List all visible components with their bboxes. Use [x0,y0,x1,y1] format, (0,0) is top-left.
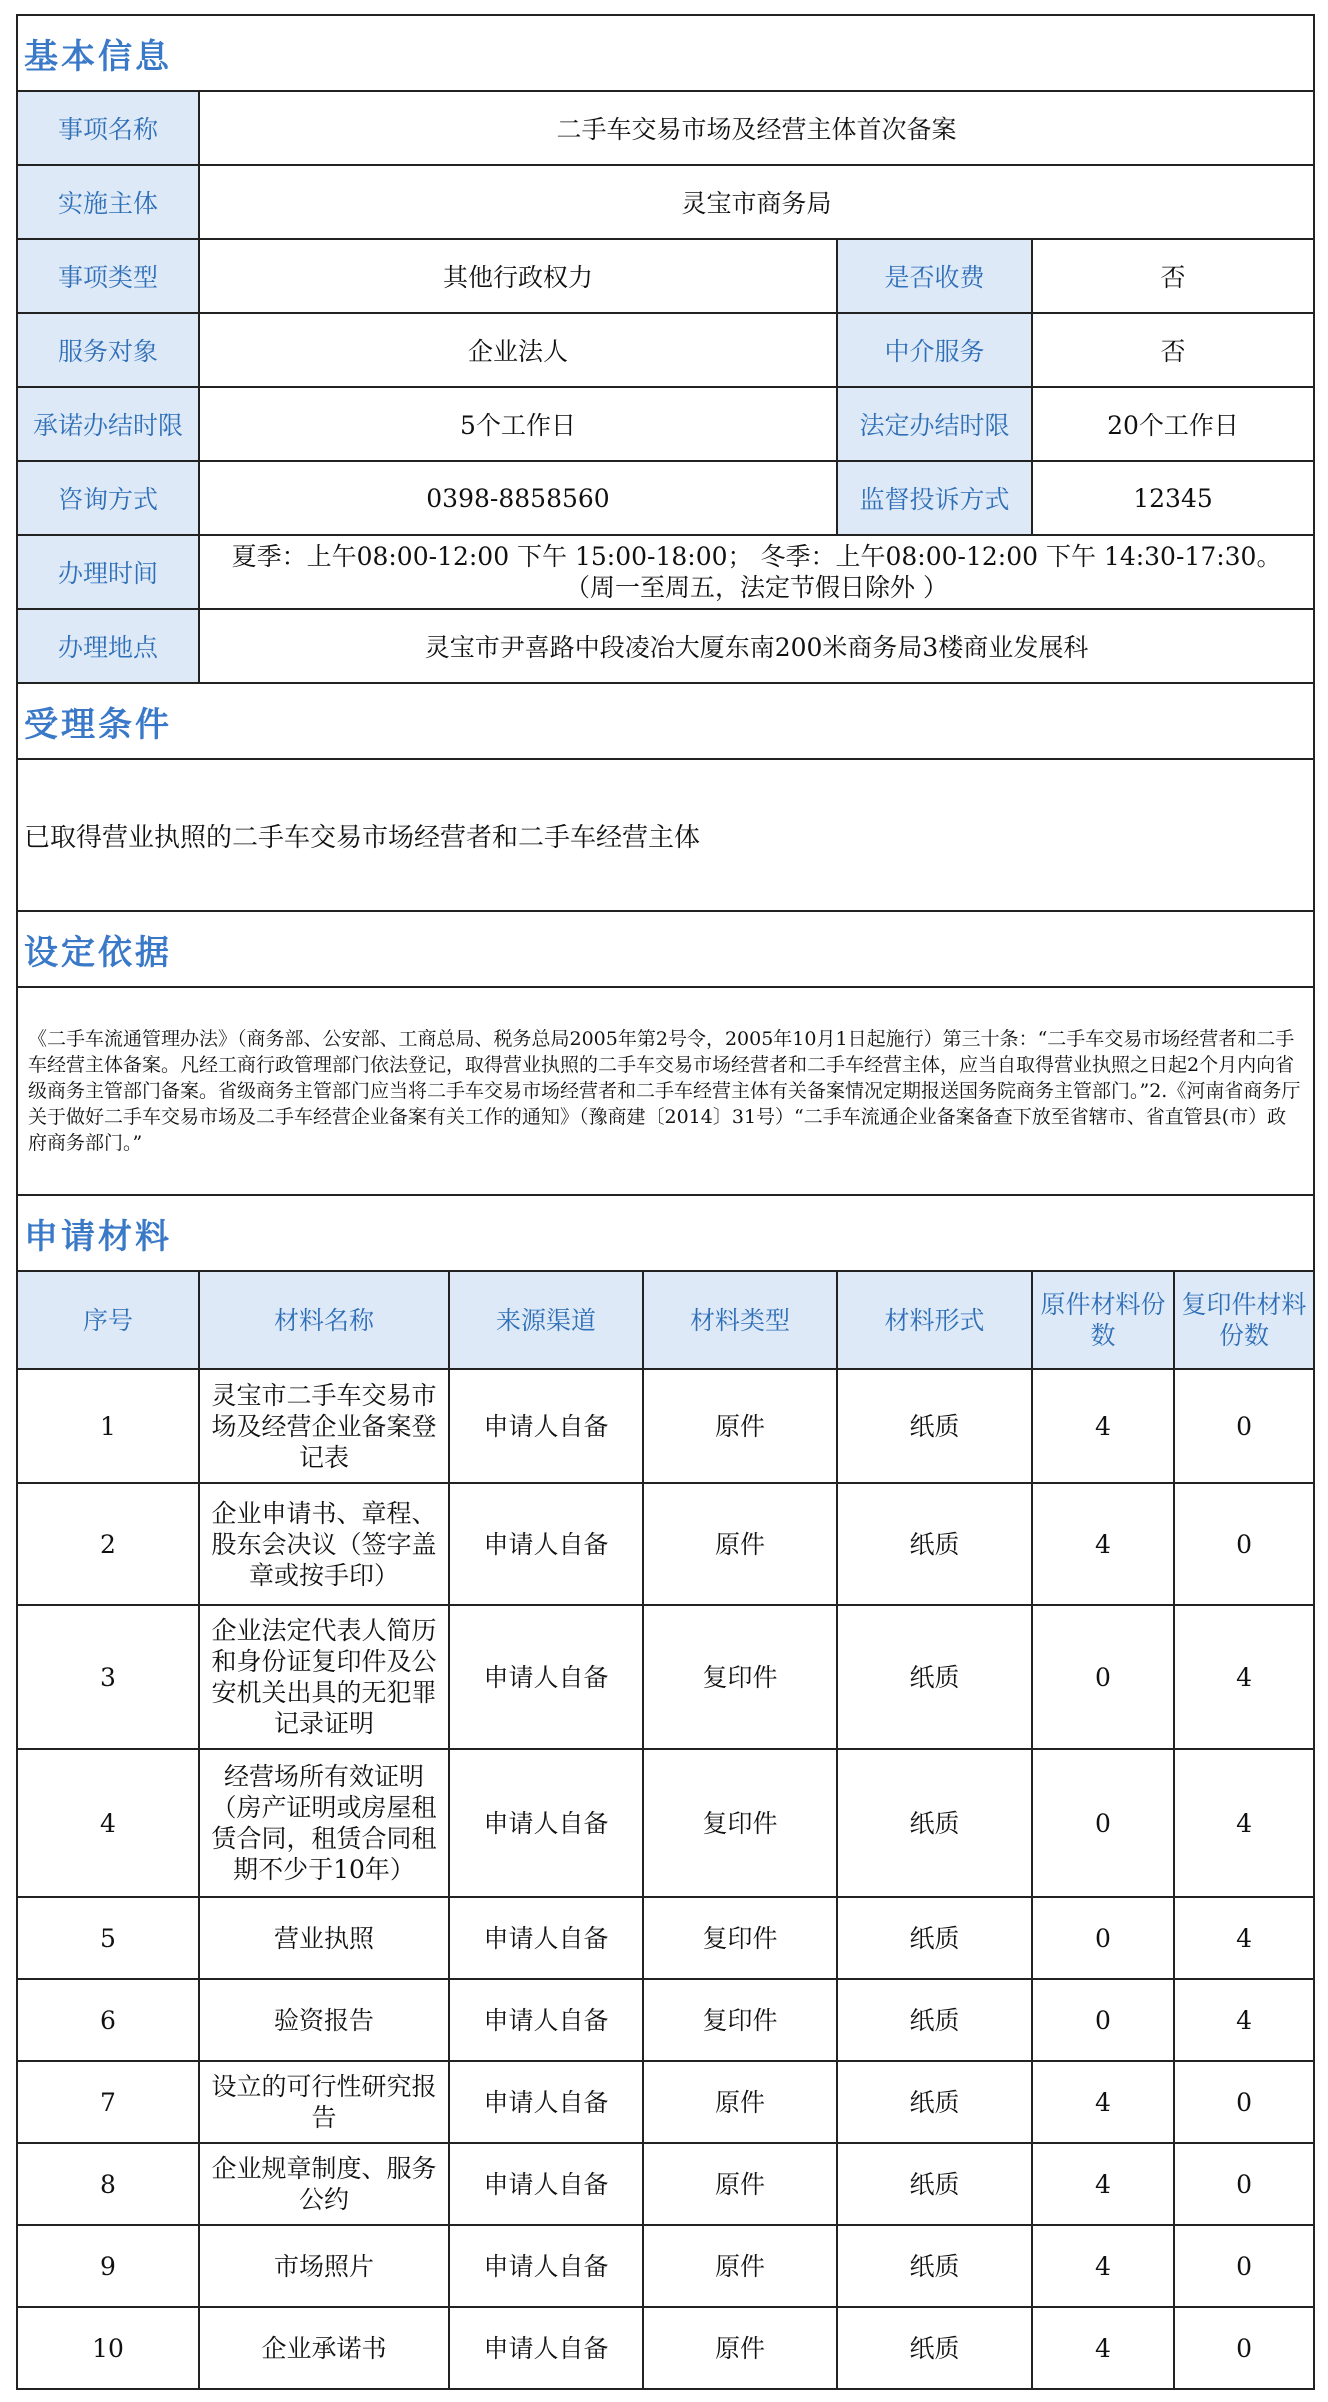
service-object-value: 企业法人 [199,313,837,387]
row-material-form: 纸质 [837,1483,1032,1605]
row-material-name: 企业承诺书 [199,2307,449,2389]
row-material-type: 原件 [643,2307,837,2389]
row-source: 申请人自备 [449,1483,643,1605]
row-material-form: 纸质 [837,1749,1032,1897]
materials-header-name: 材料名称 [199,1271,449,1369]
row-source: 申请人自备 [449,2061,643,2143]
table-row [17,2307,1314,2389]
row-original-count: 4 [1032,2225,1174,2307]
row-material-form: 纸质 [837,1369,1032,1483]
row-copy-count: 4 [1174,1897,1314,1979]
row-copy-count: 0 [1174,2307,1314,2389]
row-material-form: 纸质 [837,2307,1032,2389]
row-copy-count: 0 [1174,2225,1314,2307]
row-material-name: 经营场所有效证明（房产证明或房屋租赁合同，租赁合同租期不少于10年） [199,1749,449,1897]
promised-limit-label: 承诺办结时限 [17,387,199,461]
row-original-count: 0 [1032,1897,1174,1979]
row-material-type: 原件 [643,2225,837,2307]
row-copy-count: 4 [1174,1749,1314,1897]
row-material-name: 验资报告 [199,1979,449,2061]
implementer-value: 灵宝市商务局 [199,165,1314,239]
agency-service-label: 中介服务 [837,313,1032,387]
row-material-form: 纸质 [837,2143,1032,2225]
row-original-count: 0 [1032,1749,1174,1897]
row-source: 申请人自备 [449,1369,643,1483]
complaint-value: 12345 [1032,461,1314,535]
row-source: 申请人自备 [449,2307,643,2389]
row-no: 9 [17,2225,199,2307]
table-row [17,1897,1314,1979]
row-source: 申请人自备 [449,1979,643,2061]
row-material-name: 灵宝市二手车交易市场及经营企业备案登记表 [199,1369,449,1483]
row-material-name: 企业法定代表人简历和身份证复印件及公安机关出具的无犯罪记录证明 [199,1605,449,1749]
row-material-type: 复印件 [643,1979,837,2061]
row-material-form: 纸质 [837,1979,1032,2061]
row-material-form: 纸质 [837,2225,1032,2307]
row-material-form: 纸质 [837,1605,1032,1749]
location-label: 办理地点 [17,609,199,683]
row-original-count: 4 [1032,1369,1174,1483]
fee-value: 否 [1032,239,1314,313]
row-no: 8 [17,2143,199,2225]
row-original-count: 0 [1032,1605,1174,1749]
consult-label: 咨询方式 [17,461,199,535]
item-name-label: 事项名称 [17,91,199,165]
row-material-name: 企业申请书、章程、股东会决议（签字盖章或按手印） [199,1483,449,1605]
row-copy-count: 0 [1174,1369,1314,1483]
implementer-label: 实施主体 [17,165,199,239]
section-title-conditions: 受理条件 [17,683,1314,759]
row-material-type: 原件 [643,1483,837,1605]
row-original-count: 4 [1032,2143,1174,2225]
complaint-label: 监督投诉方式 [837,461,1032,535]
row-no: 1 [17,1369,199,1483]
row-no: 3 [17,1605,199,1749]
table-row [17,1749,1314,1897]
item-name-value: 二手车交易市场及经营主体首次备案 [199,91,1314,165]
hours-label: 办理时间 [17,535,199,609]
row-original-count: 4 [1032,2061,1174,2143]
fee-label: 是否收费 [837,239,1032,313]
row-no: 4 [17,1749,199,1897]
section-title-materials: 申请材料 [17,1195,1314,1271]
row-no: 5 [17,1897,199,1979]
item-type-label: 事项类型 [17,239,199,313]
basis-text: 《二手车流通管理办法》（商务部、公安部、工商总局、税务总局2005年第2号令，2005年10月1日起施行）第三十条：“二手车交易市场经营者和二手车经营主体备案。凡经工商行政管理部门依法登记，取得营业执照的二手车交易市场经营者和二手车经营主体，应当自取得营业执照之日起2个月内向省级商务主管部门备案。省级商务主管部门应当将二手车交易市场经营者和二手车经营主体有关备案情况定期报送国务院商务主管部门。”2.《河南省商务厅关于做好二手车交易市场及二手车经营企业备案有关工作的通知》（豫商建〔2014〕31号）“二手车流通企业备案备查下放至省辖市、省直管县(市）政府商务部门。” [17,987,1314,1195]
row-material-type: 原件 [643,1369,837,1483]
row-copy-count: 0 [1174,2143,1314,2225]
promised-limit-value: 5个工作日 [199,387,837,461]
materials-header-source: 来源渠道 [449,1271,643,1369]
row-no: 10 [17,2307,199,2389]
consult-value: 0398-8858560 [199,461,837,535]
item-type-value: 其他行政权力 [199,239,837,313]
conditions-text: 已取得营业执照的二手车交易市场经营者和二手车经营主体 [17,759,1314,911]
row-material-name: 企业规章制度、服务公约 [199,2143,449,2225]
row-source: 申请人自备 [449,1605,643,1749]
row-material-type: 原件 [643,2061,837,2143]
row-original-count: 4 [1032,1483,1174,1605]
legal-limit-label: 法定办结时限 [837,387,1032,461]
table-row [17,2225,1314,2307]
row-material-form: 纸质 [837,1897,1032,1979]
table-row [17,1979,1314,2061]
service-guide-sheet [16,14,1313,2388]
materials-header-no: 序号 [17,1271,199,1369]
table-row [17,2061,1314,2143]
row-copy-count: 4 [1174,1605,1314,1749]
location-value: 灵宝市尹喜路中段凌冶大厦东南200米商务局3楼商业发展科 [199,609,1314,683]
hours-line-1: 夏季：上午08:00-12:00 下午 15:00-18:00； 冬季：上午08:00-12:00 下午 14:30-17:30。 [231,542,1282,571]
agency-service-value: 否 [1032,313,1314,387]
row-material-name: 市场照片 [199,2225,449,2307]
row-source: 申请人自备 [449,1749,643,1897]
row-no: 2 [17,1483,199,1605]
row-source: 申请人自备 [449,1897,643,1979]
row-original-count: 0 [1032,1979,1174,2061]
section-title-basis: 设定依据 [17,911,1314,987]
table-row [17,1605,1314,1749]
table-row [17,1369,1314,1483]
row-material-type: 复印件 [643,1897,837,1979]
row-original-count: 4 [1032,2307,1174,2389]
row-material-name: 营业执照 [199,1897,449,1979]
materials-header-copy-count: 复印件材料份数 [1174,1271,1314,1369]
row-copy-count: 0 [1174,2061,1314,2143]
materials-header-original-count: 原件材料份数 [1032,1271,1174,1369]
table-row [17,2143,1314,2225]
row-source: 申请人自备 [449,2225,643,2307]
row-material-type: 复印件 [643,1749,837,1897]
row-material-form: 纸质 [837,2061,1032,2143]
row-material-type: 复印件 [643,1605,837,1749]
service-object-label: 服务对象 [17,313,199,387]
row-material-type: 原件 [643,2143,837,2225]
materials-header-form: 材料形式 [837,1271,1032,1369]
service-guide-table [16,14,1315,2390]
hours-line-2: （周一至周五，法定节假日除外 ） [565,573,948,602]
row-source: 申请人自备 [449,2143,643,2225]
row-material-name: 设立的可行性研究报告 [199,2061,449,2143]
row-copy-count: 0 [1174,1483,1314,1605]
section-title-basic-info: 基本信息 [17,15,1314,91]
row-no: 6 [17,1979,199,2061]
hours-value [199,535,1314,609]
table-row [17,1483,1314,1605]
row-no: 7 [17,2061,199,2143]
legal-limit-value: 20个工作日 [1032,387,1314,461]
materials-header-type: 材料类型 [643,1271,837,1369]
row-copy-count: 4 [1174,1979,1314,2061]
